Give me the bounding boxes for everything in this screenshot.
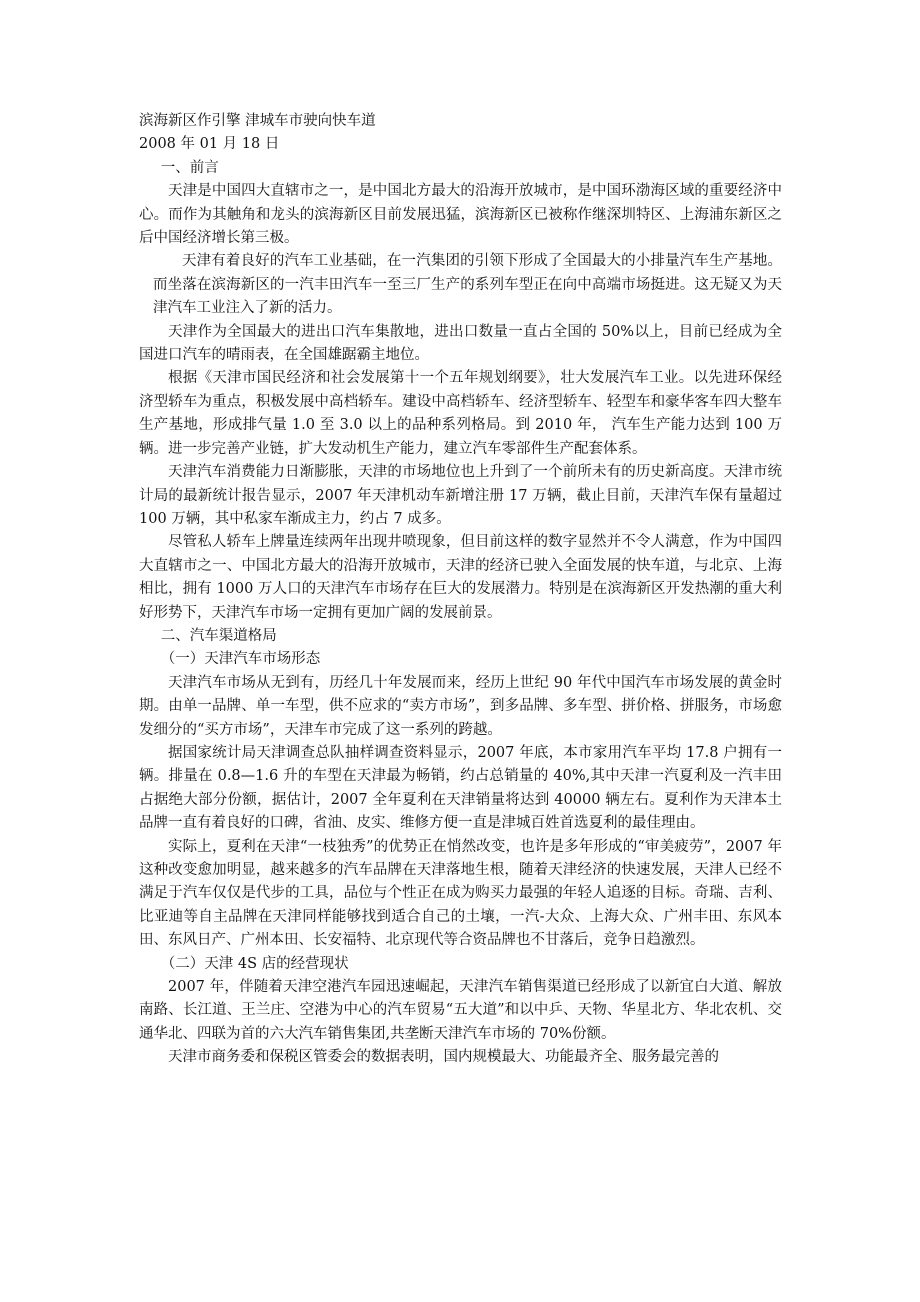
paragraph: 天津作为全国最大的进出口汽车集散地，进出口数量一直占全国的 50%以上，目前已经成为全国进口汽车的晴雨表，在全国雄踞霸主地位。 [139,323,782,364]
section-heading-preface: 一、前言 [160,159,219,176]
section-heading-channels: 二、汽车渠道格局 [160,627,277,644]
paragraph: 根据《天津市国民经济和社会发展第十一个五年规划纲要》，壮大发展汽车工业。以先进环保经济型轿车为重点，积极发展中高档轿车。建设中高档轿车、经济型轿车、轻型车和豪华客车四大整车生产基地，形成排气量 1.0 至 3.0 以上的品种系列格局。到 2010 年， 汽车生产能力达到 100 万辆。进一步完善产业链，扩大发动机生产能力，建立汽车零部件生产配套体系。 [139,370,782,457]
subsection-heading-market-form: （一）天津汽车市场形态 [160,651,321,668]
article-date: 2008 年 01 月 18 日 [139,136,280,153]
paragraph: 天津市商务委和保税区管委会的数据表明，国内规模最大、功能最齐全、服务最完善的 [168,1049,719,1066]
paragraph: 天津是中国四大直辖市之一，是中国北方最大的沿海开放城市，是中国环渤海区域的重要经济中心。而作为其触角和龙头的滨海新区目前发展迅猛，滨海新区已被称作继深圳特区、上海浦东新区之后中国经济增长第三极。 [139,183,782,247]
subsection-heading-4s-stores: （二）天津 4S 店的经营现状 [160,955,349,972]
article-title: 滨海新区作引擎 津城车市驶向快车道 [139,113,376,129]
document-page [139,110,782,1070]
paragraph: 天津汽车市场从无到有，历经几十年发展而来，经历上世纪 90 年代中国汽车市场发展的黄金时期。由单一品牌、单一车型，供不应求的“卖方市场”，到多品牌、多车型、拼价格、拼服务，市场愈发细分的“买方市场”，天津车市完成了这一系列的跨越。 [139,674,782,738]
paragraph: 天津汽车消费能力日渐膨胀，天津的市场地位也上升到了一个前所未有的历史新高度。天津市统计局的最新统计报告显示，2007 年天津机动车新增注册 17 万辆，截止目前，天津汽车保有量超过 100 万辆，其中私家车渐成主力，约占 7 成多。 [139,464,782,527]
paragraph: 天津有着良好的汽车工业基础，在一汽集团的引领下形成了全国最大的小排量汽车生产基地。而坐落在滨海新区的一汽丰田汽车一至三厂生产的系列车型正在向中高端市场挺进。这无疑又为天津汽车工业注入了新的活力。 [153,253,782,317]
paragraph: 实际上，夏利在天津“一枝独秀”的优势正在悄然改变，也许是多年形成的“审美疲劳”，2007 年这种改变愈加明显，越来越多的汽车品牌在天津落地生根，随着天津经济的快速发展，天津人已经不满足于汽车仅仅是代步的工具，品位与个性正在成为购买力最强的年轻人追逐的目标。奇瑞、吉利、比亚迪等自主品牌在天津同样能够找到适合自己的土壤，一汽-大众、上海大众、广州丰田、东风本田、东风日产、广州本田、长安福特、北京现代等合资品牌也不甘落后，竞争日趋激烈。 [139,838,782,949]
paragraph: 尽管私人轿车上牌量连续两年出现井喷现象，但目前这样的数字显然并不令人满意，作为中国四大直辖市之一、中国北方最大的沿海开放城市，天津的经济已驶入全面发展的快车道，与北京、上海相比，拥有 1000 万人口的天津汽车市场存在巨大的发展潜力。特别是在滨海新区开发热潮的重大利好形势下，天津汽车市场一定拥有更加广阔的发展前景。 [139,534,782,621]
paragraph: 2007 年，伴随着天津空港汽车园迅速崛起，天津汽车销售渠道已经形成了以新宜白大道、解放南路、长江道、王兰庄、空港为中心的汽车贸易“五大道”和以中乒、天物、华星北方、华北农机、交通华北、四联为首的六大汽车销售集团,共垄断天津汽车市场的 70%份额。 [139,979,782,1042]
paragraph: 据国家统计局天津调查总队抽样调查资料显示，2007 年底，本市家用汽车平均 17.8 户拥有一辆。排量在 0.8—1.6 升的车型在天津最为畅销，约占总销量的 40%,其中天津一汽夏利及一汽丰田占据绝大部分份额，据估计，2007 全年夏利在天津销量将达到 40000 辆左右。夏利作为天津本土品牌一直有着良好的口碑，省油、皮实、维修方便一直是津城百姓首选夏利的最佳理由。 [139,744,782,832]
